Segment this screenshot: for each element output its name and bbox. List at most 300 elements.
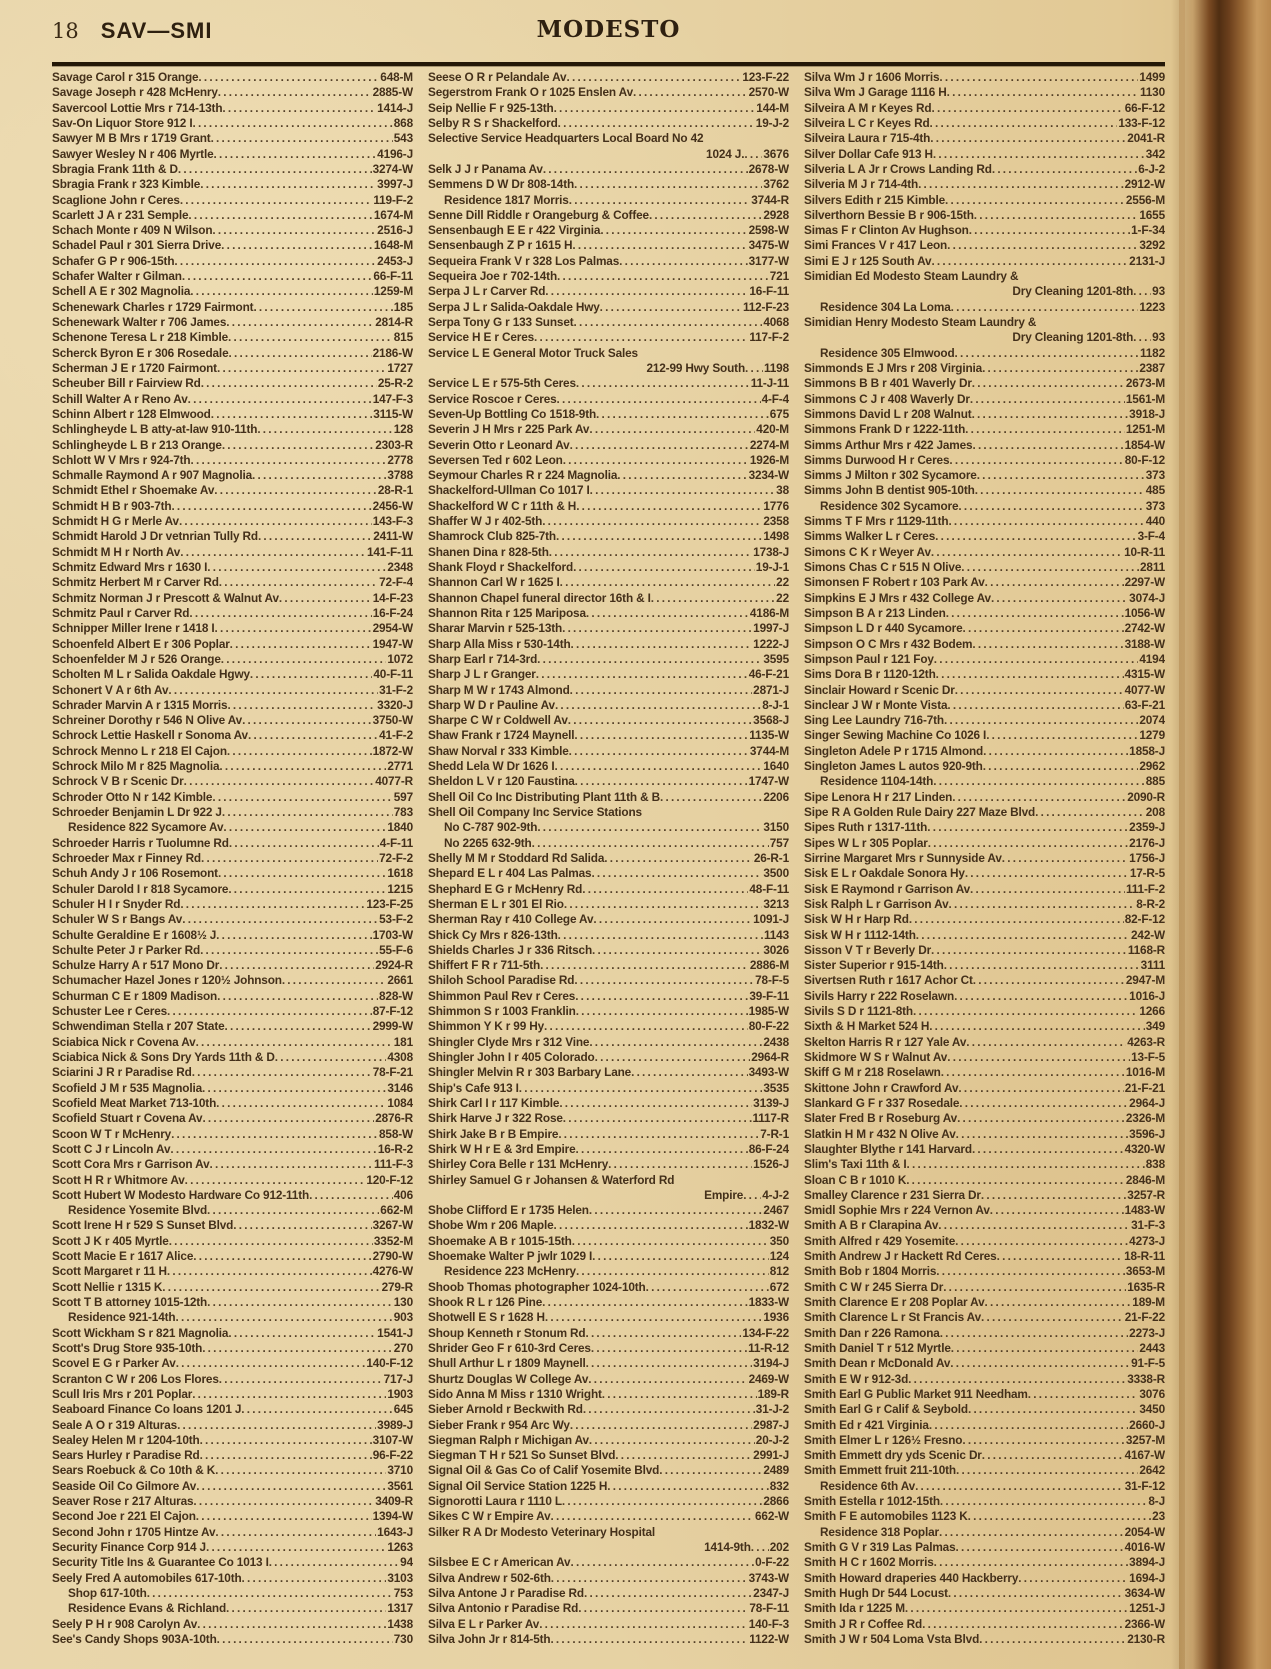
phone-number: 3744-R (751, 192, 789, 207)
directory-entry (428, 1433, 789, 1448)
directory-entry (52, 1540, 413, 1555)
dot-leader (228, 346, 371, 361)
phone-number: 4263-R (1127, 1034, 1165, 1049)
entry-text: Schrock Lettie Haskell r Sonoma Av (52, 728, 248, 743)
entry-text: Simidian Ed Modesto Steam Laundry & (804, 269, 1019, 284)
phone-number: 3139-J (753, 1095, 789, 1110)
entry-text: Shook R L r 126 Pine (428, 1295, 543, 1309)
entry-text: Siegman T H r 521 So Sunset Blvd (428, 1448, 616, 1463)
entry-text: Residence 318 Poplar (820, 1524, 939, 1539)
entry-text: Sisson V T r Beverly Dr (804, 942, 932, 957)
entry-text: Schach Monte r 409 N Wilson (52, 223, 213, 238)
phone-number: 597 (393, 789, 413, 804)
directory-entry (52, 1050, 413, 1065)
phone-number: 2846-M (1125, 1172, 1165, 1187)
phone-number: 3107-W (372, 1432, 413, 1447)
directory-entry (52, 361, 413, 376)
phone-number: 2489 (763, 1463, 789, 1478)
entry-text: Sherman Ray r 410 College Av (428, 912, 594, 927)
entry-text: Schlingheyde L B atty-at-law 910-11th (52, 422, 258, 437)
dot-leader (939, 70, 1138, 85)
entry-text: Simms Arthur Mrs r 422 James (804, 437, 973, 452)
entry-text: Slaughter Blythe r 141 Harvard (804, 1141, 972, 1156)
entry-text: Silsbee E C r American Av (428, 1555, 571, 1570)
dot-leader (954, 989, 1128, 1004)
entry-text: Sinclair Howard r Scenic Dr (804, 682, 955, 697)
dot-leader (646, 1280, 769, 1295)
dot-leader (591, 1341, 747, 1356)
phone-number: 2348 (387, 560, 413, 574)
phone-number: 1016-J (1129, 988, 1165, 1003)
directory-entry (804, 621, 1165, 636)
entry-text: Smith Daniel T r 512 Myrtle (804, 1340, 951, 1355)
entry-text: Sims Dora B r 1120-12th (804, 667, 936, 682)
dot-leader (608, 1157, 752, 1172)
entry-text: Shirk Jake B r B Empire (428, 1126, 559, 1141)
phone-number: 3188-W (1124, 636, 1165, 651)
phone-number: 1117-R (752, 1111, 789, 1126)
entry-text: Schafer Walter r Gilman (52, 269, 182, 284)
dot-leader (200, 1433, 372, 1448)
phone-number: 26-R-1 (753, 850, 789, 865)
entry-text: Silverthorn Bessie B r 906-15th (804, 207, 974, 222)
directory-entry (428, 882, 789, 897)
dot-leader (649, 208, 762, 223)
phone-number: 1561-M (1125, 391, 1165, 406)
dot-leader (941, 1065, 1125, 1080)
dot-leader (540, 958, 749, 973)
phone-number: 2771 (387, 759, 413, 774)
directory-entry (428, 621, 789, 636)
directory-entry (428, 698, 789, 713)
phone-number: 2456-W (372, 498, 413, 513)
entry-text: Smith Andrew J r Hackett Rd Ceres (804, 1249, 997, 1264)
directory-entry (428, 1479, 789, 1494)
dot-leader (250, 667, 372, 682)
directory-entry (428, 407, 789, 422)
entry-text: Schill Walter A r Reno Av (52, 391, 188, 406)
directory-entry (52, 1188, 413, 1203)
directory-entry (804, 928, 1165, 943)
entry-text: Residence 6th Av (820, 1478, 916, 1493)
phone-number: 1648-M (373, 238, 413, 253)
phone-number: 4320-W (1124, 1141, 1165, 1156)
directory-entry (52, 1096, 413, 1111)
phone-number: 1727 (387, 360, 413, 375)
phone-number: 373 (1145, 468, 1165, 483)
entry-text: Security Title Ins & Guarantee Co 1013 I (52, 1555, 269, 1570)
directory-entry-continuation (804, 346, 1165, 361)
phone-number: 1858-J (1129, 743, 1165, 758)
directory-entry (52, 70, 413, 85)
entry-text: Simms T F Mrs r 1129-11th (804, 514, 949, 529)
directory-entry (804, 591, 1165, 606)
phone-number: 1143 (764, 927, 789, 942)
directory-entry (804, 1555, 1165, 1570)
dot-leader (221, 652, 387, 667)
directory-entry (52, 1433, 413, 1448)
phone-number: 485 (1145, 483, 1165, 498)
directory-entry (52, 269, 413, 284)
page-header (52, 0, 1165, 60)
entry-text: Scott T B attorney 1015-12th (52, 1295, 208, 1309)
dot-leader (584, 1586, 752, 1601)
phone-number: 10-R-11 (1124, 544, 1165, 559)
dot-leader (956, 1127, 1129, 1142)
phone-number: 80-F-12 (1124, 452, 1165, 467)
phone-number: 543 (393, 131, 413, 146)
dot-leader (168, 683, 378, 698)
directory-entry (428, 1341, 789, 1356)
directory-entry (428, 759, 789, 774)
entry-text: Sealey Helen M r 1204-10th (52, 1432, 200, 1447)
dot-leader (570, 683, 753, 698)
dot-leader (222, 805, 393, 820)
phone-number: 1056-W (1124, 605, 1165, 620)
phone-number: 349 (1145, 1019, 1165, 1034)
directory-entry (52, 254, 413, 269)
phone-number: 2387 (1139, 360, 1165, 375)
dot-leader (944, 958, 1140, 973)
directory-entry (52, 897, 413, 912)
phone-number: 2411-W (373, 529, 413, 544)
phone-number: 3320-J (377, 697, 413, 712)
directory-entry (804, 361, 1165, 376)
phone-number: 1084 (387, 1095, 413, 1110)
directory-entry (52, 376, 413, 391)
entry-text: Silva Andrew r 502-6th (428, 1570, 551, 1585)
phone-number: 1635-R (1127, 1279, 1165, 1294)
entry-text: Schrock V B r Scenic Dr (52, 774, 184, 789)
dot-leader (591, 866, 762, 881)
directory-entry (428, 1555, 789, 1570)
entry-text: Smith E W r 912-3d (804, 1371, 909, 1386)
directory-entry (428, 70, 789, 85)
directory-entry (52, 805, 413, 820)
dot-leader (202, 1341, 393, 1356)
directory-entry (804, 438, 1165, 453)
directory-entry (804, 407, 1165, 422)
directory-entry (428, 1111, 789, 1126)
directory-entry (804, 1019, 1165, 1034)
dot-leader (972, 376, 1125, 391)
directory-entry-continuation (52, 1601, 413, 1616)
directory-entry (52, 1418, 413, 1433)
dot-leader (563, 1111, 752, 1126)
entry-text: Shanen Dina r 828-5th (428, 544, 549, 559)
phone-number: 3111 (1140, 958, 1165, 973)
entry-text: Residence 305 Elmwood (820, 345, 955, 360)
directory-entry (52, 1019, 413, 1034)
directory-entry (428, 422, 789, 437)
dot-leader (222, 438, 374, 453)
entry-text: Siegman Ralph r Michigan Av (428, 1432, 589, 1447)
directory-entry (52, 698, 413, 713)
phone-number: 3115-W (373, 406, 413, 421)
entry-text: Shull Arthur L r 1809 Maynell (428, 1356, 586, 1371)
directory-entry (52, 728, 413, 743)
dot-leader (228, 330, 393, 345)
dot-leader (931, 101, 1123, 116)
dot-leader (564, 897, 763, 912)
page-content (52, 0, 1165, 1647)
dot-leader (543, 162, 748, 177)
entry-text: Service H E r Ceres (428, 330, 535, 345)
entry-text: Shop 617-10th (68, 1585, 147, 1600)
phone-number: 2991-J (753, 1448, 789, 1463)
directory-entry (52, 1632, 413, 1647)
phone-number: 4077-W (1124, 682, 1165, 697)
dot-leader (211, 407, 373, 422)
directory-entry-continuation (804, 330, 1165, 345)
directory-entry (428, 744, 789, 759)
dot-leader (537, 652, 762, 667)
phone-number: 141-F-11 (366, 544, 413, 559)
directory-entry (428, 928, 789, 943)
entry-text: Sharp J L r Granger (428, 667, 536, 682)
directory-entry (428, 238, 789, 253)
dot-leader (219, 759, 386, 774)
directory-entry (428, 1586, 789, 1601)
entry-text: Scott Nellie r 1315 K (52, 1279, 163, 1294)
directory-entry (428, 1280, 789, 1295)
phone-number: 2642 (1139, 1463, 1165, 1478)
phone-number: 2090-R (1127, 789, 1165, 804)
entry-text: Service L E r 575-5th Ceres (428, 376, 576, 391)
dot-leader (570, 1418, 752, 1433)
directory-entry-continuation (52, 1203, 413, 1218)
directory-entry (804, 958, 1165, 973)
directory-entry (52, 116, 413, 131)
phone-number: 2297-W (1124, 575, 1165, 590)
directory-entry (52, 744, 413, 759)
entry-text: Sieber Frank r 954 Arc Wy (428, 1417, 570, 1432)
directory-entry (52, 1065, 413, 1080)
entry-text: Shoemake Walter P jwlr 1029 I (428, 1249, 593, 1264)
phone-number: 3450 (1139, 1402, 1165, 1417)
phone-number: 868 (393, 115, 413, 130)
directory-entry (804, 713, 1165, 728)
directory-entry (52, 223, 413, 238)
directory-entry (804, 147, 1165, 162)
directory-entry (52, 529, 413, 544)
directory-entry (428, 1310, 789, 1325)
directory-entry (428, 1372, 789, 1387)
entry-text: Schmidt H G r Merle Av (52, 514, 179, 529)
dot-leader (576, 1142, 748, 1157)
dot-leader (147, 1586, 393, 1601)
directory-entry (428, 1509, 789, 1524)
phone-number: 2876-R (375, 1111, 413, 1126)
dot-leader (207, 1203, 379, 1218)
directory-entry (428, 1632, 789, 1647)
phone-number: 2999-W (372, 1019, 413, 1034)
dot-leader (542, 514, 762, 529)
entry-text: Scofield J M r 535 Magnolia (52, 1080, 203, 1095)
directory-entry (804, 1127, 1165, 1142)
entry-text: Residence 1104-14th (820, 774, 934, 789)
directory-entry (428, 346, 789, 361)
entry-text: Scott Cora Mrs r Garrison Av (52, 1157, 210, 1172)
entry-text: Shingler Clyde Mrs r 312 Vine (428, 1034, 590, 1049)
phone-number: 8-J (1148, 1494, 1165, 1509)
directory-entry (52, 1127, 413, 1142)
directory-entry (804, 1065, 1165, 1080)
directory-entry (52, 851, 413, 866)
dot-leader (951, 300, 1139, 315)
dot-leader (909, 912, 1124, 927)
entry-text: Seely P H r 908 Carolyn Av (52, 1616, 198, 1631)
directory-entry (428, 1249, 789, 1264)
phone-number: 1251-J (1129, 1601, 1165, 1616)
phone-number: 3267-W (372, 1218, 413, 1233)
phone-number: 2570-W (748, 85, 789, 100)
entry-text: Shedd Lela W Dr 1626 I (428, 759, 555, 774)
directory-entry (428, 606, 789, 621)
phone-number: 3762 (763, 177, 789, 192)
entry-text: Shobe Wm r 206 Maple (428, 1218, 554, 1233)
directory-entry (52, 1571, 413, 1586)
entry-text: Sheldon L V r 120 Faustina (428, 774, 575, 789)
dot-leader (600, 223, 747, 238)
phone-number: 1985-W (748, 1004, 789, 1019)
entry-text: Simidian Henry Modesto Steam Laundry & (804, 315, 1037, 329)
dot-leader (660, 790, 762, 805)
entry-text: Seven-Up Bottling Co 1518-9th (428, 406, 597, 421)
directory-entry (804, 805, 1165, 820)
phone-number: 2469-W (748, 1371, 789, 1386)
dot-leader (936, 667, 1124, 682)
dot-leader (226, 315, 374, 330)
phone-number: 1182 (1140, 345, 1165, 360)
directory-entry (804, 162, 1165, 177)
dot-leader (633, 85, 748, 100)
directory-entry (52, 1463, 413, 1478)
phone-number: 53-F-2 (379, 912, 413, 927)
phone-number: 1222-J (753, 636, 789, 651)
phone-number: 812 (769, 1264, 789, 1279)
directory-entry (428, 1234, 789, 1249)
dot-leader (574, 973, 754, 988)
dot-leader (569, 193, 750, 208)
directory-entry (428, 1142, 789, 1157)
entry-text: Schnipper Miller Irene r 1418 I (52, 621, 215, 636)
phone-number: 2467 (763, 1203, 789, 1218)
directory-entry (52, 1387, 413, 1402)
entry-text: Sciarini J R r Paradise Rd (52, 1065, 192, 1080)
directory-entry (428, 989, 789, 1004)
directory-entry (804, 392, 1165, 407)
phone-number: 134-F-22 (742, 1325, 789, 1340)
dot-leader (578, 1601, 748, 1616)
directory-entry (52, 438, 413, 453)
phone-number: 1903 (387, 1386, 413, 1401)
dot-leader (219, 1372, 383, 1387)
entry-text: Sisk E L r Oakdale Sonora Hy (804, 866, 965, 881)
phone-number: 2598-W (748, 223, 789, 238)
phone-number: 28-R-1 (377, 483, 413, 498)
directory-entry (52, 1494, 413, 1509)
dot-leader (226, 1601, 386, 1616)
dot-leader (196, 1509, 372, 1524)
phone-number: 3535 (763, 1080, 789, 1095)
entry-text: Shell Oil Company Inc Service Stations (428, 805, 642, 819)
phone-number: 648-M (380, 70, 413, 84)
dot-leader (227, 698, 376, 713)
dot-leader (171, 499, 371, 514)
dot-leader (586, 606, 749, 621)
dot-leader (557, 392, 761, 407)
entry-text: Residence Yosemite Blvd (68, 1203, 208, 1218)
phone-number: 18-R-11 (1124, 1249, 1165, 1264)
phone-number: 1756-J (1129, 850, 1165, 865)
entry-text: Service Roscoe r Ceres (428, 391, 557, 406)
directory-entry (428, 162, 789, 177)
entry-text: Smith Bob r 1804 Morris (804, 1264, 937, 1279)
dot-leader (193, 1249, 371, 1264)
directory-entry (52, 1326, 413, 1341)
directory-entry (804, 560, 1165, 575)
dot-leader (218, 85, 372, 100)
directory-entry (52, 1173, 413, 1188)
entry-text: Smith F E automobiles 1123 K (804, 1509, 968, 1524)
directory-entry (428, 483, 789, 498)
entry-text: Shannon Rita r 125 Mariposa (428, 605, 586, 620)
directory-entry (428, 973, 789, 988)
directory-entry (428, 575, 789, 590)
entry-text: Savage Joseph r 428 McHenry (52, 85, 218, 100)
phone-number: 140-F-3 (748, 1616, 789, 1631)
entry-text: Serpa J L r Salida-Oakdale Hwy (428, 299, 600, 314)
directory-column-3 (804, 70, 1165, 1647)
dot-leader (592, 943, 762, 958)
directory-entry (428, 667, 789, 682)
dot-leader (167, 1264, 372, 1279)
entry-text: Sloan C B r 1010 K (804, 1172, 907, 1187)
dot-leader (202, 1081, 386, 1096)
directory-entry (804, 453, 1165, 468)
directory-entry (804, 1509, 1165, 1524)
phone-number: 1738-J (753, 544, 789, 559)
phone-number: 2358 (763, 514, 789, 529)
directory-entry (428, 177, 789, 192)
dot-leader (972, 1142, 1124, 1157)
phone-number: 1279 (1139, 728, 1165, 743)
entry-text: Scull Iris Mrs r 201 Poplar (52, 1386, 193, 1401)
entry-text: Dry Cleaning 1201-8th (1012, 330, 1134, 345)
phone-number: 828-W (379, 988, 413, 1003)
directory-entry (428, 728, 789, 743)
entry-text: Schwendiman Stella r 207 State (52, 1019, 225, 1034)
dot-leader (930, 131, 1126, 146)
entry-text: Schmidt Harold J Dr vetnrian Tully Rd (52, 529, 258, 544)
dot-leader (1133, 330, 1151, 345)
dot-leader (519, 1081, 763, 1096)
phone-number: 41-F-2 (379, 728, 413, 743)
phone-number: 662-W (755, 1509, 789, 1524)
directory-entry (804, 1234, 1165, 1249)
entry-text: Shimmon S r 1003 Franklin (428, 1004, 576, 1019)
directory-entry (52, 866, 413, 881)
dot-leader (198, 70, 379, 85)
entry-text: Scott's Drug Store 935-10th (52, 1340, 203, 1355)
entry-text: Skiff G M r 218 Roselawn (804, 1065, 941, 1080)
dot-leader (215, 1463, 386, 1478)
dot-leader (595, 1050, 751, 1065)
phone-number: 66-F-11 (373, 269, 413, 284)
entry-text: Sequeira Joe r 702-14th (428, 269, 558, 284)
entry-text: Senne Dill Riddle r Orangeburg & Coffee (428, 207, 649, 222)
